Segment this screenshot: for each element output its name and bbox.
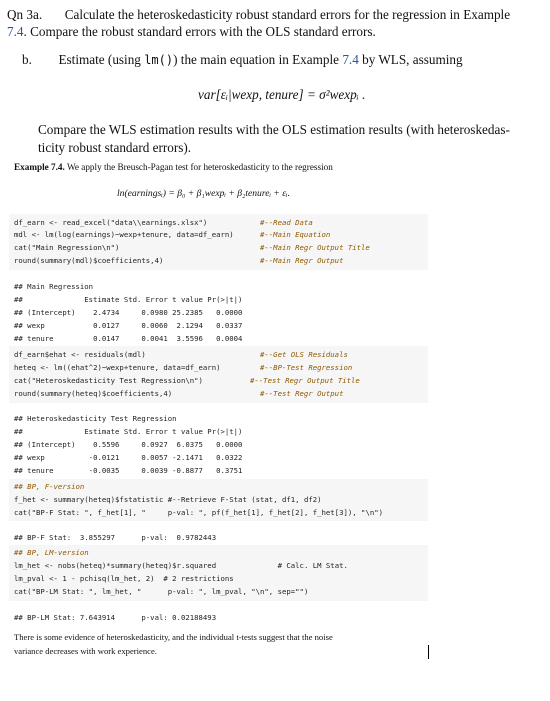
conclusion-line-1: There is some evidence of heteroskedasticity, and the individual t-tests suggest that the noise (14, 632, 333, 642)
example-7-4-link-2[interactable]: 7.4 (342, 52, 359, 67)
code-comment: #--BP-Test Regression (260, 363, 353, 372)
question-3b (22, 51, 463, 69)
question-3a-text-2: . Compare the robust standard errors with the OLS standard errors. (23, 24, 376, 39)
output-line: ## (Intercept) 2.4734 0.0980 25.2385 0.0000 (14, 308, 243, 317)
output-line: ## Estimate Std. Error t value Pr(>|t|) (14, 427, 243, 436)
code-comment: #--Main Regr Output Title (260, 243, 370, 252)
output-line: ## Heteroskedasticity Test Regression (14, 414, 177, 423)
code-line: lm_pval <- 1 - pchisq(lm_het, 2) # 2 restrictions (14, 574, 234, 583)
output-line: ## tenure 0.0147 0.0041 3.5596 0.0004 (14, 334, 243, 343)
output-line: ## BP-F Stat: 3.855297 p-val: 0.9782443 (14, 533, 217, 542)
question-3a-text: Calculate the heteroskedasticity robust standard errors for the regression in Example (64, 7, 511, 22)
example-7-4 (14, 161, 333, 174)
question-3b-label: b. (22, 52, 32, 67)
question-3b-text-2: ) the main equation in Example (173, 52, 343, 67)
code-comment: #--Test Regr Output Title (250, 376, 360, 385)
code-line: round(summary(mdl)$coefficients,4) (14, 256, 164, 265)
output-line: ## wexp 0.0127 0.0060 2.1294 0.0337 (14, 321, 243, 330)
example-text: We apply the Breusch-Pagan test for heteroskedasticity to the regression (66, 162, 333, 172)
question-3a-line2 (7, 23, 376, 41)
output-line: ## tenure -0.0035 0.0039 -0.8877 0.3751 (14, 466, 243, 475)
output-line: ## wexp -0.0121 0.0057 -2.1471 0.0322 (14, 453, 243, 462)
code-line: cat("Main Regression\n") (14, 243, 120, 252)
code-comment: #--Test Regr Output (260, 389, 344, 398)
code-line: heteq <- lm((ehat^2)~wexp+tenure, data=df_earn) (14, 363, 221, 372)
code-line: df_earn$ehat <- residuals(mdl) (14, 350, 146, 359)
code-line: cat("BP-LM Stat: ", lm_het, " p-val: ", lm_pval, "\n", sep="") (14, 587, 309, 596)
question-3b-para-1: Compare the WLS estimation results with the OLS estimation results (with heteroskedas- (38, 122, 510, 137)
question-3a-label: Qn 3a. (7, 7, 43, 22)
code-comment: ## BP, LM-version (14, 548, 89, 557)
question-3a (7, 6, 510, 24)
question-3b-para-2: ticity robust standard errors). (38, 140, 192, 155)
output-line: ## Estimate Std. Error t value Pr(>|t|) (14, 295, 243, 304)
wls-variance-formula: var[εᵢ|wexp, tenure] = σ²wexpᵢ . (198, 87, 366, 102)
code-comment: #--Read Data (260, 218, 313, 227)
code-line: lm_het <- nobs(heteq)*summary(heteq)$r.squared # Calc. LM Stat. (14, 561, 348, 570)
code-comment: #--Get OLS Residuals (260, 350, 348, 359)
regression-equation: ln(earningsᵢ) = β₀ + β₁wexpᵢ + β₂tenureᵢ + εᵢ. (117, 188, 290, 199)
conclusion-line-2: variance decreases with work experience. (14, 646, 157, 656)
output-line: ## Main Regression (14, 282, 94, 291)
code-line: mdl <- lm(log(earnings)~wexp+tenure, data=df_earn) (14, 230, 234, 239)
question-3b-text: Estimate (using (58, 52, 145, 67)
question-3b-text-3: by WLS, assuming (358, 52, 463, 67)
example-label: Example 7.4. (14, 162, 65, 172)
output-line: ## (Intercept) 0.5596 0.0927 6.0375 0.0000 (14, 440, 243, 449)
lm-code: lm() (144, 53, 174, 67)
code-comment: ## BP, F-version (14, 482, 85, 491)
code-line: f_het <- summary(heteq)$fstatistic #--Retrieve F-Stat (stat, df1, df2) (14, 495, 322, 504)
code-comment: #--Main Equation (260, 230, 331, 239)
code-comment: #--Main Regr Output (260, 256, 344, 265)
text-cursor (428, 645, 429, 659)
code-line: round(summary(heteq)$coefficients,4) (14, 389, 173, 398)
code-line: df_earn <- read_excel("data\\earnings.xlsx") (14, 218, 208, 227)
code-line: cat("BP-F Stat: ", f_het[1], " p-val: ", pf(f_het[1], f_het[2], f_het[3]), "\n") (14, 508, 384, 517)
code-line: cat("Heteroskedasticity Test Regression\n") (14, 376, 203, 385)
example-7-4-link[interactable]: 7.4 (7, 24, 24, 39)
output-line: ## BP-LM Stat: 7.643914 p-val: 0.02188493 (14, 613, 217, 622)
